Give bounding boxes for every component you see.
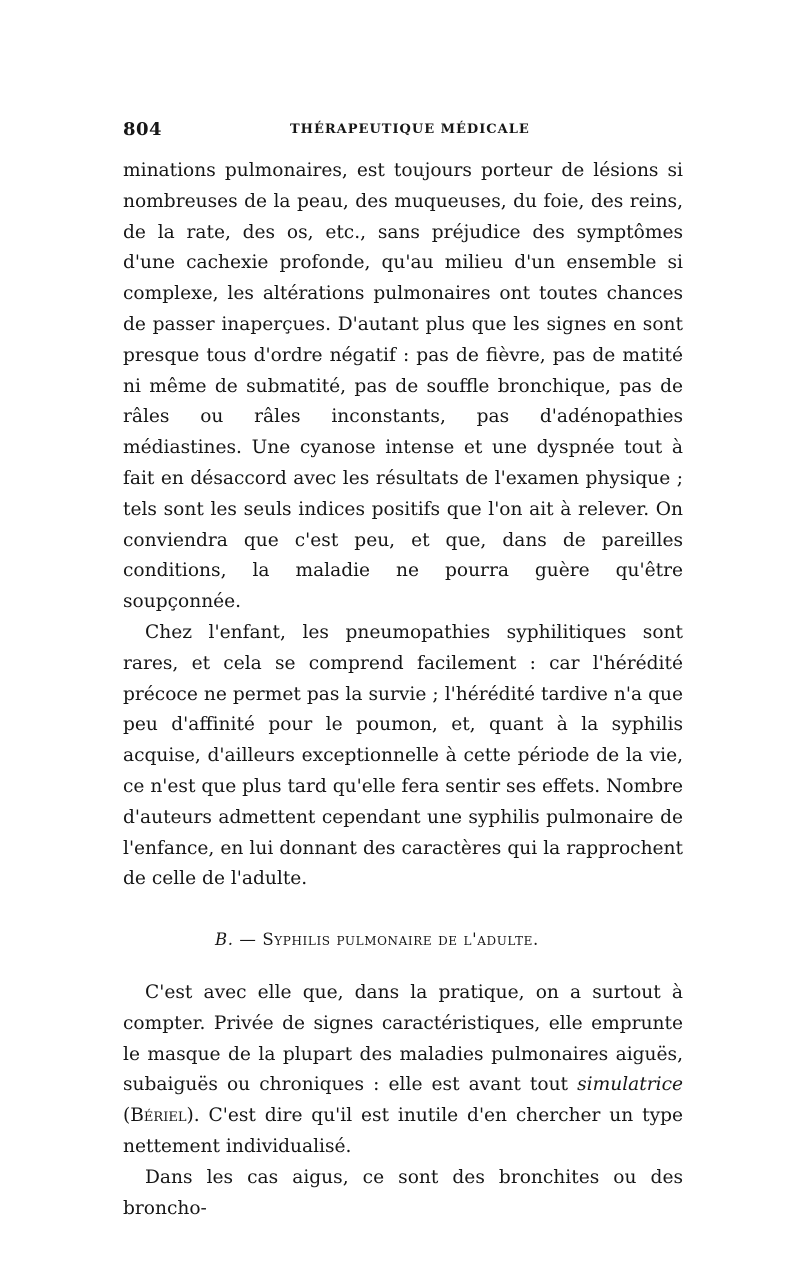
section-heading <box>123 925 683 956</box>
running-title: THÉRAPEUTIQUE MÉDICALE <box>290 122 530 137</box>
section-dash: — <box>233 930 263 950</box>
page-header <box>123 119 688 145</box>
section-letter: B. <box>215 930 234 950</box>
page-number: 804 <box>123 119 163 140</box>
paragraph-adult-open-paren: ( <box>123 1105 131 1127</box>
paragraph-adult-text-a: C'est avec elle que, dans la pratique, on a surtout à compter. Privée de signes caractéristiques, elle emprunte le masque de la plupart des maladies pulmonaires aiguës, subaiguës ou chroniques : elle est avant tout <box>123 981 683 1096</box>
paragraph-adult-text-b: ). C'est dire qu'il est inutile d'en chercher un type nettement individualisé. <box>123 1105 683 1157</box>
paragraph-acute-cases: Dans les cas aigus, ce sont des bronchites ou des broncho- <box>123 1166 683 1219</box>
italic-term: simulatrice <box>577 1074 683 1096</box>
paragraph-continuation: minations pulmonaires, est toujours porteur de lésions si nombreuses de la peau, des muqueuses, du foie, des reins, de la rate, des os, etc., sans préjudice des symptômes d'une cachexie profonde, qu'au milieu d'un ensemble si complexe, les altérations pulmonaires ont toutes chances de passer inaperçues. D'autant plus que les signes en sont presque tous d'ordre négatif : pas de fièvre, pas de matité ni même de submatité, pas de souffle bronchique, pas de râles ou râles inconstants, pas d'adénopathies médiastines. Une cyanose intense et une dyspnée tout à fait en désaccord avec les résultats de l'examen physique ; tels sont les seuls indices positifs que l'on ait à relever. On conviendra que c'est peu, et que, dans de pareilles conditions, la maladie ne pourra guère qu'être soupçonnée. <box>123 160 683 613</box>
paragraph-children: Chez l'enfant, les pneumopathies syphilitiques sont rares, et cela se comprend facilement : car l'hérédité précoce ne permet pas la survie ; l'hérédité tardive n'a que peu d'affinité pour le poumon, et, quant à la syphilis acquise, d'ailleurs exceptionnelle à cette période de la vie, ce n'est que plus tard qu'elle fera sentir ses effets. Nombre d'auteurs admettent cependant une syphilis pulmonaire de l'enfance, en lui donnant des caractères qui la rapprochent de celle de l'adulte. <box>123 621 683 890</box>
section-title: Syphilis pulmonaire de l'adulte. <box>262 930 539 950</box>
author-citation: Bériel <box>130 1105 187 1127</box>
paragraph-adult <box>123 978 683 1163</box>
body-text <box>123 156 683 1224</box>
